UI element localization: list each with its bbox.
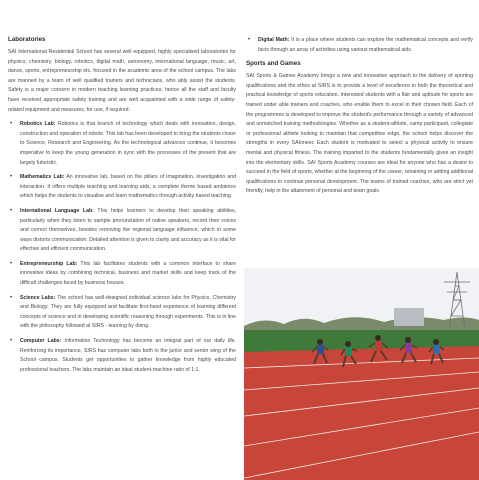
right-column — [246, 36, 473, 202]
sports-heading: Sports and Games — [246, 60, 301, 68]
list-item — [8, 337, 236, 375]
building — [394, 308, 424, 326]
list-item — [8, 294, 236, 332]
item-title: International Language Lab: — [20, 207, 94, 214]
item-text: This lab facilitates students with a common interface to share innovative ideas by combining technical, business and market skills and keep track of the difficult challenges faced by business houses. — [20, 260, 236, 287]
bullet-icon: • — [10, 121, 13, 128]
item-title: Robotics Lab: — [20, 121, 56, 128]
digital-math-list — [246, 36, 473, 55]
list-item — [8, 173, 236, 202]
item-text: It is a place where students can explore the mathematical concepts and verify facts through an array of activities using various mathematical aids. — [258, 37, 474, 53]
item-text: Information Technology has become an integral part of our daily life. Reinforcing its importance, SIRS has computer labs both in the junior and senior wing of the School campus. Students get opportunities to gather knowledge from highly educated professional teachers. The labs maintain an ideal student-machine ratio of 1:1. — [20, 338, 236, 373]
list-item — [8, 120, 236, 168]
item-title: Mathematics Lab: — [20, 174, 65, 181]
track-photo-illustration — [244, 268, 479, 480]
item-text: An innovative lab, based on the pillars of imagination, investigation and interaction. It offers multiple teaching and learning aids, a complete theme based ambience which helps the students to visualise and learn mathematics through activity based teaching. — [20, 174, 236, 200]
list-item — [8, 260, 236, 289]
item-title: Computer Labs: — [20, 338, 62, 345]
item-text: This helps learners to develop their speaking abilities, particularly when they listen to sample pronunciation of native speakers, record their voices and correct themselves, besides removing the regional language influence, which in some ways distorts communication. Detailed attention is given to clarity and accuracy as it is vital for effective and efficient communication. — [20, 207, 236, 253]
item-title: Digital Math: — [258, 37, 290, 43]
bullet-icon: • — [10, 260, 13, 267]
sports-track-photo — [244, 268, 479, 480]
list-item — [246, 36, 473, 55]
bullet-icon: • — [10, 338, 13, 345]
item-title: Entrepreneurship Lab: — [20, 260, 78, 267]
bullet-icon: • — [10, 207, 13, 214]
item-text: Robotics is that branch of technology which deals with innovation, design, construction and operation of robots. This lab has been developed to bring the students closer to Science, Research and Engineering. As the technological advances continue, it becomes imperative to keep the young generation in sync with the processes of the present that are largely futuristic. — [20, 121, 236, 166]
laboratories-heading: Laboratories — [8, 36, 46, 43]
list-item — [8, 207, 236, 255]
bullet-icon: • — [248, 37, 251, 43]
item-text: The school has well-designed individual science labs for Physics, Chemistry and Biology. They are fully equipped and facilitate first-hand experience of learning different concepts of science and in developing scientific reasoning through experiments. This is in line with the philosophy followed at SIRS - learning by doing. — [20, 294, 236, 330]
item-title: Science Labs: — [20, 294, 56, 301]
sports-body: SAI Sports & Games Academy brings a new and innovative approach to the delivery of sporting qualifications and the ethos at SIRS is to provide a level of excellence in both the theoretical and practical knowledge of sports education. Interested students with a flair and aptitude for sports are trained under able trainers and coaches, who enable them to excel in their chosen field. Each of the programmes is developed to improve the student's performance through a variety of advanced and unmatched training methodologies. Whether as a student-athlete, camp participant, collegiate or professional athlete looking to maintain that competitive edge, the school helps discover the strengths in every SAIoneer. Each student is motivated to select a physical activity to ensure mental and physical fitness. The training imparted to the students fundamentally gives an insight into the elementary skills. SAI Sports Academy courses are ideal for anyone who has a desire to succeed in the field of sports, whether at the beginning of the career, retraining or adding additional qualifications to continue personal development. The teams of trained coaches, who are strict yet friendly, help in the attainment of personal and team goals. — [246, 73, 473, 195]
laboratories-intro: SAI International Residential School has several well equipped, highly specialised laboratories for physics, chemistry, biology, robotics, digital math, astronomy, international language, music, art, dance, sports, entrepreneurship etc. focused in the academic area of the school campus. The labs are manned by a team of well qualified trainers and technicians, who ably assist the students. Safety is a major concern in modern teaching learning practices; hence all the staff and faculty have received appropriate safety training and are well acquainted with a wide range of safety-related equipment and measures, for use, if required. — [8, 49, 236, 113]
bullet-icon: • — [10, 174, 13, 181]
left-column — [8, 36, 236, 380]
bullet-icon: • — [10, 294, 13, 301]
laboratories-list — [8, 120, 236, 375]
